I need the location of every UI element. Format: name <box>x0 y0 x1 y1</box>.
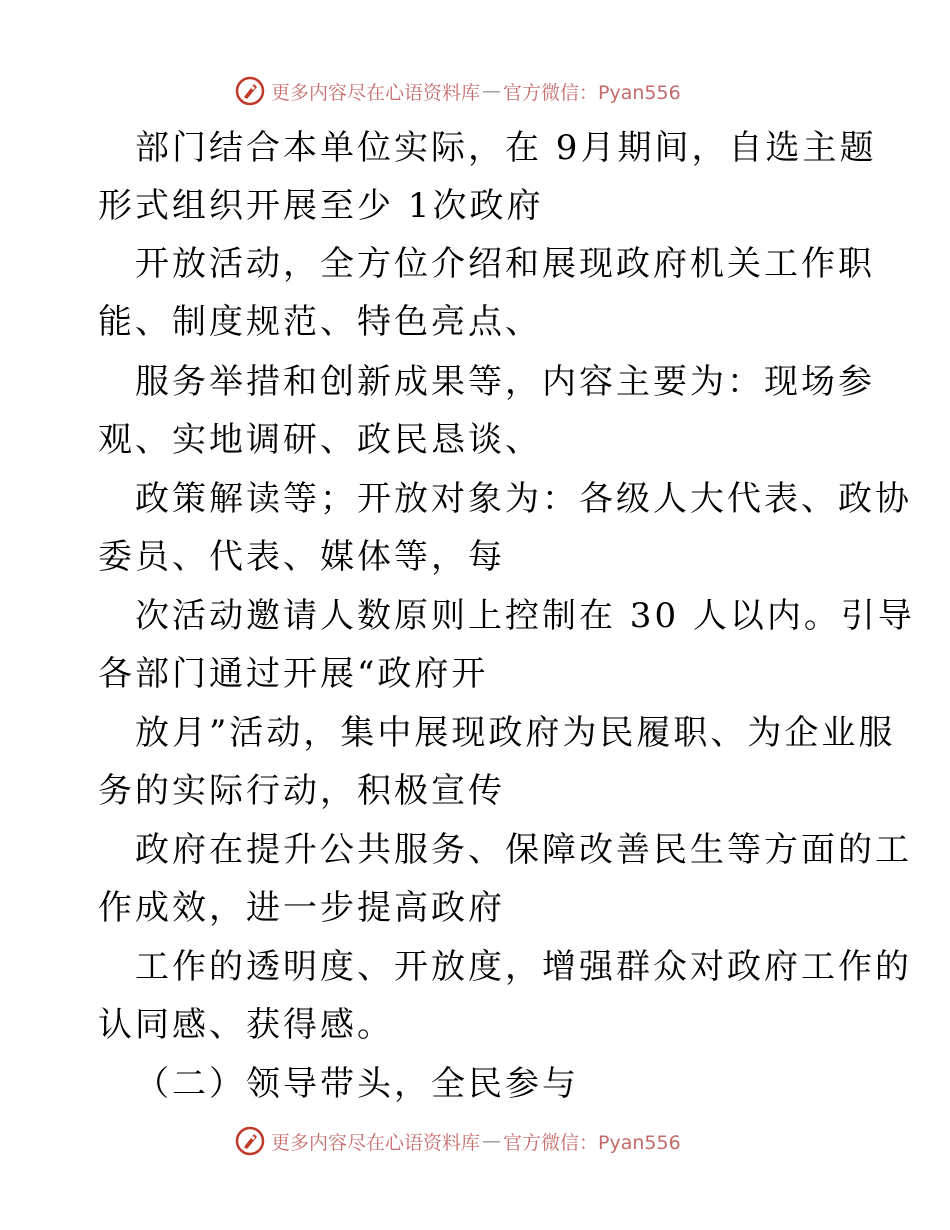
watermark-contact: 官方微信：Pyan556 <box>503 1131 681 1154</box>
pen-nib-logo-icon <box>235 1126 265 1156</box>
watermark-separator: — <box>482 80 502 102</box>
text-line: 观、实地调研、政民恳谈、 <box>98 420 542 460</box>
watermark-separator: — <box>482 1130 502 1152</box>
text-line: 放月”活动，集中展现政府为民履职、为企业服 <box>135 713 896 753</box>
section-heading: （二）领导带头，全民参与 <box>135 1064 579 1104</box>
watermark-text: 更多内容尽在心语资料库 <box>271 81 481 104</box>
text-line: 作成效，进一步提高政府 <box>98 888 505 928</box>
text-line: 政策解读等；开放对象为：各级人大代表、政协 <box>135 479 912 519</box>
watermark-contact: 官方微信：Pyan556 <box>503 81 681 104</box>
text-line: 开放活动，全方位介绍和展现政府机关工作职 <box>135 244 875 284</box>
text-line: 能、制度规范、特色亮点、 <box>98 302 542 342</box>
text-line: 委员、代表、媒体等，每 <box>98 537 505 577</box>
text-line: 各部门通过开展“政府开 <box>98 654 489 694</box>
footer-watermark <box>235 1124 681 1158</box>
text-line: 政府在提升公共服务、保障改善民生等方面的工 <box>135 830 912 870</box>
text-line: 服务举措和创新成果等，内容主要为：现场参 <box>135 362 875 402</box>
text-line: 认同感、获得感。 <box>98 1005 394 1045</box>
text-line: 工作的透明度、开放度，增强群众对政府工作的 <box>135 947 912 987</box>
text-line: 次活动邀请人数原则上控制在 30 人以内。引导 <box>135 596 915 636</box>
text-line: 形式组织开展至少 1次政府 <box>98 186 544 226</box>
text-line: 务的实际行动，积极宣传 <box>98 771 505 811</box>
watermark-text: 更多内容尽在心语资料库 <box>271 1131 481 1154</box>
text-line: 部门结合本单位实际，在 9月期间，自选主题 <box>135 128 877 168</box>
